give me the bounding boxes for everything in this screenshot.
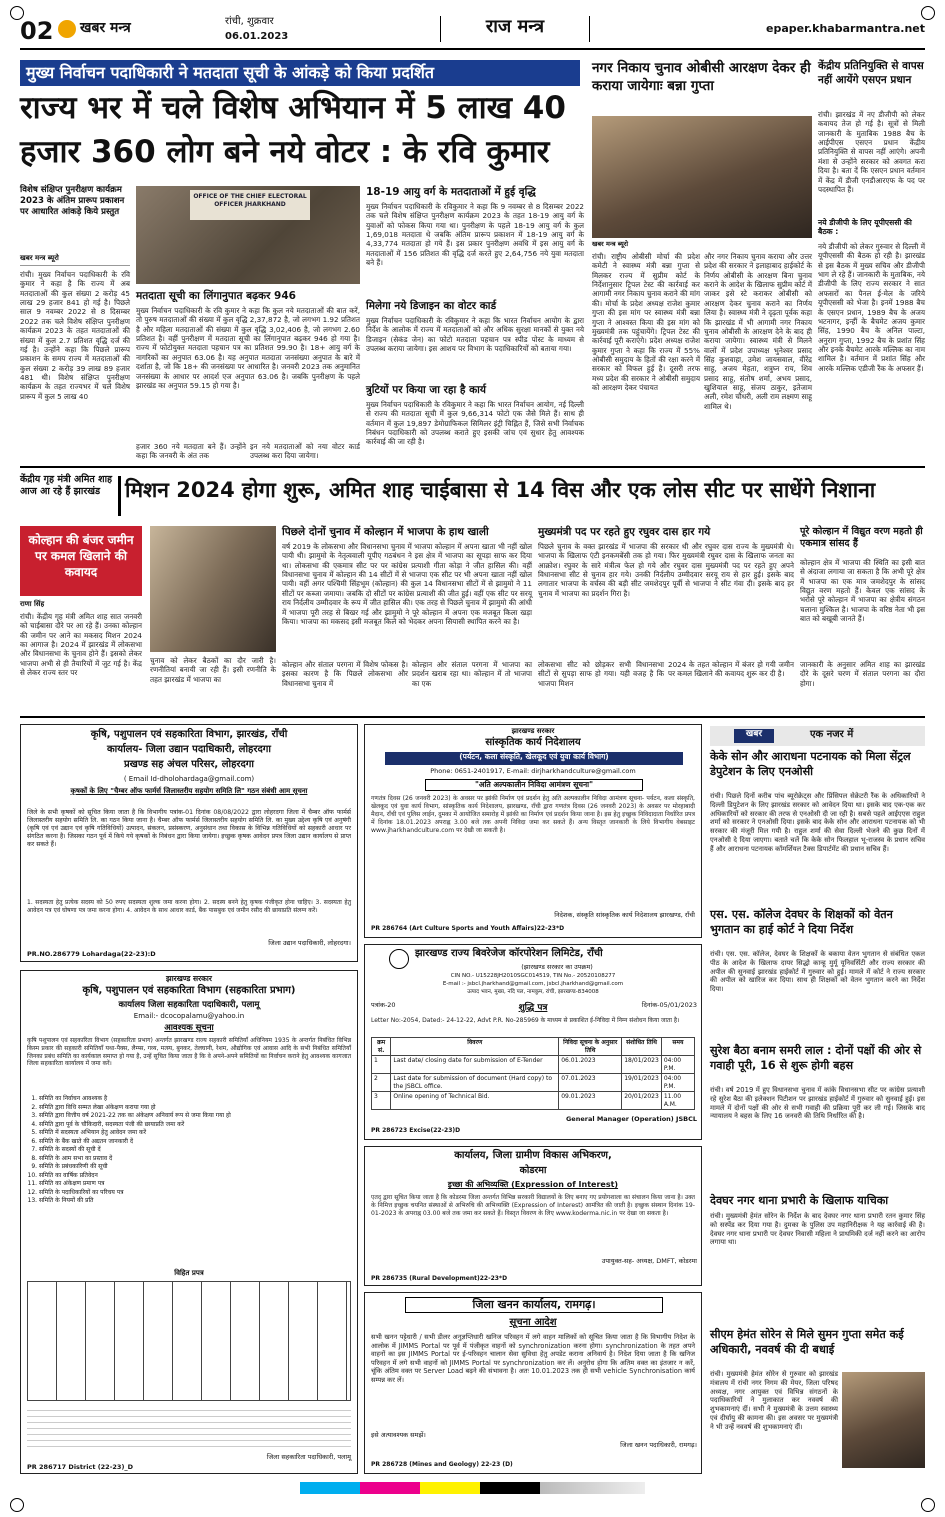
ad-palamu	[20, 970, 358, 1474]
ad-form-title: विहित प्रपत्र	[174, 1269, 204, 1277]
registration-mark	[921, 1498, 935, 1512]
cell-sl: 3	[372, 1092, 391, 1110]
shah-body-2: चुनाव को लेकर बैठकों का दौर जारी है। रणनीतियां बनायी जा रही हैं। इसी रणनीति के तहत झारखंड में भाजपा का	[150, 656, 276, 684]
ad-signer: निदेशक, संस्कृति सांस्कृतिक कार्य निदेशालय झारखण्ड, राँची	[554, 911, 695, 919]
ad-signer: जिला सहकारिता पदाधिकारी, पलामू	[266, 1453, 351, 1461]
list-item: 4. समिति द्वारा पूर्व के चौकिदारी, सदस्यता पंजी की छायाप्रति जमा करें	[39, 1121, 351, 1130]
section-label: एक नजर में	[810, 729, 854, 740]
shah-body-5: कोल्हान क्षेत्र में भाजपा की स्थिति का इसी बात से अंदाजा लगाया जा सकता है कि अभी पूरे क्षेत्र में भाजपा का एक मात्र जमशेदपुर के सांसद विद्युत वरण महतो हैं। केवल एक सांसद के भरोसे पूरे कोल्हान में भाजपा का क्षेत्रीय संगठन चलाना मुश्किल है। भाजपा के वरिष्ठ नेता भी इस बात को बखूबी जानते हैं।	[800, 558, 925, 624]
obc-headline: नगर निकाय चुनाव ओबीसी आरक्षण देकर ही कराया जायेगाः बन्ना गुप्ता	[592, 60, 811, 94]
brand-name: खबर मन्त्र	[80, 20, 131, 36]
ad-ref: Letter No:-2054, Dated:- 24-12-22, Advt P.R. No-285969 के माध्यम से प्रकाशित ई-निविदा में निम्न संशोधन किया जाता है।	[371, 1017, 680, 1024]
corrigendum-table	[371, 1037, 695, 1110]
news-body: रांची। वर्ष 2019 में हुए विधानसभा चुनाव में कांके विधानसभा सीट पर कांग्रेस प्रत्याशी रहे सुरेश बैठा की इलेक्शन पिटीशन पर झारखंड हाईकोर्ट में गुरुवार को सुनवाई हुई। इस मामले में दोनों पक्षों की ओर से सभी गवाही की प्रक्रिया पूरी कर ली गई। जिसके बाद न्यायालय ने बहस के लिए 16 जनवरी की तिथि निर्धारित की है।	[710, 1086, 925, 1121]
table-row	[372, 1056, 695, 1074]
news-headline: केके सोन और आराधना पटनायक को मिला सेंट्रल डेपुटेशन के लिए एनओसी	[710, 750, 911, 778]
ad-address: उत्पाद भवन, मुख्य, नदि पल, नामकुम, रांची, झारखण्ड-834008	[467, 989, 599, 995]
cell-new-date: 20/01/2023	[622, 1092, 662, 1110]
ad-form-table	[27, 1281, 351, 1401]
cell-new-date: 19/01/2023	[622, 1074, 662, 1092]
ad-lohardaga	[20, 724, 358, 962]
ad-notice: शुद्धि पत्र	[518, 1003, 548, 1013]
news-body: रांची। एस. एस. कॉलेज, देवघर के शिक्षकों के बकाया वेतन भुगतान से संबंधित एकल पीठ के आदेश के खिलाफ दायर सिद्धो कान्हू मुर्मू यूनिवर्सिटी और राज्य सरकार की अपील की सुनवाई झारखंड हाईकोर्ट में गुरुवार को हुई। मामले में कोर्ट ने राज्य सरकार की अपील को खारिज कर दिया। साथ ही शिक्षकों को वेतन भुगतान करने का निर्देश दिया।	[710, 950, 925, 994]
ad-title: सूचना आदेश	[509, 1317, 557, 1328]
page-number: 02	[20, 17, 54, 45]
list-item: 5. समिति में सदस्यता अभियान हेतु आवेदन जमा करें	[39, 1129, 351, 1138]
cell-time: 04:00 P.M.	[661, 1056, 694, 1074]
ad-date: दिनांक-05/01/2023	[641, 1001, 697, 1009]
obc-byline: खबर मन्त्र ब्यूरो	[592, 240, 629, 248]
photo-banner: OFFICE OF THE CHIEF ELECTORAL OFFICER JHARKHAND	[190, 190, 310, 220]
cell-event: Online opening of Technical Bid.	[391, 1092, 559, 1110]
section-title: राज मन्त्र	[440, 16, 590, 42]
lead-sub-sex-ratio: मतदाता सूची का लिंगानुपात बढ़कर 946	[136, 290, 296, 302]
ad-signer: General Manager (Operation) JSBCL	[565, 1115, 697, 1123]
ad-dept: कृषि, पशुपालन एवं सहकारिता विभाग (सहकारिता प्रभाग)	[82, 985, 296, 996]
issue-date: 06.01.2023	[225, 31, 289, 42]
central-sub: नये डीजीपी के लिए यूपीएससी की बैठक :	[818, 218, 912, 237]
ad-title: "अति अल्पकालीन निविदा आमंत्रण सूचना"	[425, 779, 643, 791]
ad-pr: PR 286728 (Mines and Geology) 22-23 (D)	[371, 1461, 513, 1468]
ad-place: कोडरमा	[519, 1165, 547, 1176]
news-headline: एस. एस. कॉलेज देवघर के शिक्षकों को वेतन भुगतान का हाई कोर्ट ने दिया निर्देश	[710, 908, 893, 936]
cell-sl: 1	[372, 1056, 391, 1074]
ad-mines	[364, 1292, 702, 1474]
list-item: 3. समिति द्वारा वित्तीय वर्ष 2021-22 तक का अंकेक्षण अनिवार्य रूप से जमा किया गया हो	[39, 1112, 351, 1121]
shah-body-3: वर्ष 2019 के लोकसभा और विधानसभा चुनाव में भाजपा कोल्हान में अपना खाता भी नहीं खोल पायी थी। झामुमो के नेतृत्ववाली यूपीए गठबंधन ने इस क्षेत्र में भाजपा का सूपड़ा साफ कर दिया था। लोकसभा की एकमात्र सीट पर पर कांग्रेस प्रत्याशी गीता कोड़ा ने जीत हासिल की। वहीं विधानसभा चुनाव में कोल्हान की 14 सीटों में से भाजपा एक सीट पर भी अपना खाता नहीं खोल पायी। वहीं अगर पश्चिमी सिंहभूम (कोल्हान) की कुल 14 विधानसभा सीटों में से झामुमो ने 11 सीटों पर कब्जा जमाया। जबकि दो सीटों पर कांग्रेस प्रत्याशी की जीत हुई। वहीं एक सीट पर सरयू राय निर्दलीय उम्मीदवार के रूप में जीत हासिल की। एक तरह से पिछले चुनाव में झामुमो की आंधी में भाजपा पूरी तरह से बिखर गई और झामुमो ने पूरे कोल्हान में अपना एक मजबूत किला खड़ा किया। भाजपा का मकसद इसी मजबूत किले को भेदकर अपना सियासी स्थापित करने का है।	[282, 542, 532, 626]
ad-phone: Phone: 0651-2401917, E-mail: dirjharkhandculture@gmail.com	[430, 767, 636, 775]
city-day: रांची, शुक्रवार	[225, 16, 274, 27]
list-item: 6. समिति के बैंक खाते की अद्यतन जानकारी दें	[39, 1138, 351, 1147]
shah-tag: केंद्रीय गृह मंत्री अमित शाह आज आ रहे हैं झारखंड	[20, 474, 113, 498]
ad-rural	[364, 1146, 702, 1286]
ad-cin: CIN NO.- U15228JH2010SGC014519, TIN No.- 20520108277	[450, 973, 616, 979]
ad-signer: जिला खनन पदाधिकारी, रामगढ़।	[620, 1441, 697, 1449]
news-body: रांची। मुख्यमंत्री हेमंत सोरेन के निर्देश के बाद देवघर नगर थाना प्रभारी रतन कुमार सिंह को सस्पेंड कर दिया गया है। दुमका के पुलिस उप महानिरीक्षक ने यह कार्रवाई की है। देवघर नगर थाना प्रभारी पर देवघर निवासी महिला ने प्राथमिकी दर्ज नहीं करने का आरोप लगाया था।	[710, 1212, 925, 1247]
th-sl: क्रम सं.	[372, 1038, 391, 1056]
lead-body-6: मुख्य निर्वाचन पदाधिकारी के रविकुमार ने कहा कि भारत निर्वाचन आयोग के द्वारा निर्देश के आलोक में राज्य में मतदाताओं को और अधिक सुरक्षा मानकों से युक्त नये डिजाइन (सेकंड जेन) का फोटो मतदाता पहचान पत्र स्पीड पोस्ट के माध्यम से उपलब्ध कराया जायेगा। इस आशय पर विभाग के पदाधिकारियों को बताया गया।	[366, 316, 584, 354]
masthead	[20, 12, 925, 50]
th-time: समय	[661, 1038, 694, 1056]
cm-meeting-photo	[842, 1372, 925, 1468]
section-divider	[20, 466, 925, 468]
ad-email: Email:- dcocopalamu@yahoo.in	[133, 1012, 245, 1020]
cell-time: 11.00 A.M.	[661, 1092, 694, 1110]
lead-sub-errors: त्रुटियों पर किया जा रहा है कार्य	[366, 384, 486, 396]
ad-item-list	[39, 1095, 351, 1265]
brand-logo-icon	[58, 20, 76, 38]
ad-signer: उपायुक्त-सह- अध्यक्ष, DMFT, कोडरमा	[601, 1257, 697, 1265]
cell-sl: 2	[372, 1074, 391, 1092]
shah-body-1: रांची। केंद्रीय गृह मंत्री अमित शाह सात जनवरी को चाईबासा दौरे पर आ रहे हैं। उनका कोल्हान की जमीन पर आने का मकसद मिशन 2024 का आगाज है। 2024 में झारखंड में लोकसभा और विधानसभा के चुनाव होने हैं। इसको लेकर भाजपा अभी से ही तैयारियों में जुट गई है। केंद्र से लेकर राज्य स्तर पर	[20, 612, 142, 678]
th-new-date: संशोधित तिथि	[622, 1038, 662, 1056]
ad-office: कार्यालय, जिला ग्रामीण विकास अभिकरण,	[454, 1150, 612, 1161]
lead-sub-youth: 18-19 आयु वर्ग के मतदाताओं में हुई वृद्धि	[366, 186, 536, 198]
cell-new-date: 18/01/2023	[622, 1056, 662, 1074]
table-row	[372, 1092, 695, 1110]
section-divider	[20, 716, 925, 718]
lead-body-1: रांची। मुख्य निर्वाचन पदाधिकारी के रवि कुमार ने कहा है कि राज्य में अब मतदाताओं की कुल संख्या 2 करोड़ 45 लाख 29 हजार 841 हो गई है। पिछले साल 9 नवम्बर 2022 से 8 दिसम्बर 2022 तक चले विशेष संक्षिप्त पुनरीक्षण कार्यक्रम 2023 के तहत मतदाताओं की संख्या में कुल 2.7 प्रतिशत वृद्धि दर्ज की गई है। उन्होंने कहा कि पिछले प्रारूप प्रकाशन के समय राज्य में मतदाताओं की कुल संख्या 2 करोड़ 39 लाख 89 हजार 481 थी। विशेष संक्षिप्त पुनरीक्षण कार्यक्रम के तहत राज्यभर में चले विशेष प्रारूप में कुल 5 लाख 40	[20, 270, 130, 401]
news-body: रांची। मुख्यमंत्री हेमंत सोरेन से गुरुवार को झारखंड मंत्रालय में रांची नगर निगम की मेयर, जिला परिषद अध्यक्ष, नगर आयुक्त एवं विभिन्न संगठनों के पदाधिकारियों ने मुलाकात कर नववर्ष की शुभकामनाएं दीं। सभी ने मुख्यमंत्री के उत्तम स्वास्थ्य एवं दीर्घायु की कामना की। इस अवसर पर मुख्यमंत्री ने भी उन्हें नववर्ष की शुभकामनाएं दीं।	[710, 1370, 838, 1431]
shah-body-10: जानकारी के अनुसार अमित शाह का झारखंड दौरे के दूसरे चरण में संताल परगना का दौरा होगा।	[800, 660, 925, 688]
ad-pr: PR 286717 District (22-23)_D	[27, 1463, 134, 1471]
list-item: 13. समिति के नियमों की प्रति	[39, 1197, 351, 1206]
kolhan-banner: कोल्हान की बंजर जमीन पर कमल खिलाने की कवायद	[20, 526, 142, 596]
lead-body-3: हजार 360 नये मतदाता बने हैं। उन्होंने कहा कि जनवरी के अंत तक	[136, 442, 246, 461]
ad-fine-print	[27, 1405, 351, 1449]
ad-beverages	[364, 944, 702, 1140]
ad-office: कार्यालय- जिला उद्यान पदाधिकारी, लोहरदगा	[107, 744, 271, 755]
ad-office: कार्यालय जिला सहकारिता पदाधिकारी, पलामू	[118, 1000, 260, 1010]
ad-note: इसे अत्यावश्यक समझें।	[371, 1431, 426, 1439]
ek-nazar-header	[710, 726, 925, 746]
ad-pr: PR 286723 Excise(22-23)D	[371, 1127, 461, 1134]
color-calibration-bar	[300, 1482, 645, 1494]
shah-sub-mp: पूरे कोल्हान में विद्युत वरण महतो ही एकमात्र सांसद हैं	[800, 526, 923, 550]
ad-gov: झारखण्ड सरकार	[166, 974, 212, 983]
ad-culture	[364, 724, 702, 938]
shah-headline: मिशन 2024 होगा शुरू, अमित शाह चाईबासा से 14 विस और एक लोस सीट पर साधेंगे निशाना	[118, 476, 923, 516]
ad-title: झारखण्ड राज्य बिवरेजेज कॉरपोरेशन लिमिटेड, राँची	[415, 948, 603, 959]
ad-sub: (पर्यटन, कला संस्कृति, खेलकूद एवं युवा कार्य विभाग)	[385, 752, 683, 765]
ad-address: प्रखण्ड सह अंचल परिसर, लोहरदगा	[123, 759, 255, 770]
ad-body: कृषि पशुपालन एवं सहकारिता विभाग (सहकारिता प्रभाग) अन्तर्गत झारखण्ड राज्य सहकारी समितियाँ अधिनियम 1935 के अन्तर्गत निबंधित विभिन्न किस्म प्रकार की सहकारी समितियाँ यथा-पैक्स, लैम्प्स, गव्य, मत्स्य, बुनकर, तेलघानी, रेशम, औद्योगिक एवं आवास आदि के सभी निबंधित समितियाँ जिनका प्रबंध समिति का कार्यकाल समाप्त हो गया है, उन्हें सूचित किया जाता है कि वे अपने-अपने समितियों का निर्वाचन कराने हेतु आवश्यक कागजात जिला सहकारिता कार्यालय में जमा करें।	[27, 1037, 351, 1068]
news-headline: सुरेश बैठा बनाम समरी लाल : दोनों पक्षों की ओर से गवाही पूरी, 16 से शुरू होगी बहस	[710, 1044, 922, 1072]
ad-dept: कृषि, पशुपालन एवं सहकारिता विभाग, झारखंड, राँची	[90, 729, 288, 740]
ad-letter-no: पत्रांक-20	[371, 1001, 396, 1009]
table-header	[372, 1038, 695, 1056]
list-item: 7. समिति के सदस्यों की सूची दें	[39, 1146, 351, 1155]
list-item: 8. समिति के आम सभा का प्रस्ताव दें	[39, 1155, 351, 1164]
ad-office: जिला खनन कार्यालय, रामगढ़।	[405, 1297, 663, 1313]
ad-sub: (झारखण्ड सरकार का उपक्रम)	[521, 963, 593, 971]
obc-body-2: और नगर निकाय चुनाव कराया और उत्तर प्रदेश की सरकार ने इलाहाबाद हाईकोर्ट के निर्णय ओबीसी के आरक्षण बिना चुनाव कराने के आदेश के खिलाफ सुप्रीम कोर्ट में जाकर इसे स्टे कराकर ओबीसी को आरक्षण देकर चुनाव कराने का निर्णय लिया है। स्वास्थ्य मंत्री ने दृढ़ता पूर्वक कहा कि झारखंड में भी आगामी नगर निकाय चुनाव ओबीसी के आरक्षण देने के बाद ही कराया जायेगा। स्वास्थ्य मंत्री से मिलने वालों में प्रदेश उपाध्यक्ष भुनेश्वर प्रसाद सिंह कुशवाहा, उमेश जायसवाल, वीरेंद्र साहू, अजय मेहता, शत्रुघ्न राय, शिव प्रसाद साहू, संतोष शर्मा, अभय प्रसाद, खुशियाल साहू, संजय ठाकुर, इतेजाम अली, रमेश चौधरी, अली राम लक्ष्मण साहू शामिल थे।	[704, 252, 812, 411]
shah-body-6: कोल्हान और संताल परगना में विशेष फोकस है। इसका कारण है कि पिछले लोकसभा और विधानसभा चुनाव में	[282, 660, 408, 688]
ad-title: आवश्यक सूचना	[164, 1023, 214, 1033]
shah-sub-raghubar: मुख्यमंत्री पद पर रहते हुए रघुवर दास हार गये	[538, 526, 711, 538]
ad-notes: 1. सदस्यता हेतु प्रत्येक सदस्य को 50 रुपए सदस्यता शुल्क जमा करना होगा। 2. सदस्य बनने हेतु कृषक पंजीकृत होना चाहिए। 3. सदस्यता हेतु आवेदन पत्र एवं घोषणा पत्र जमा करना होगा। 4. आवेदन के साथ आधार कार्ड, बैंक पासबुक एवं जमीन रसीद की छायाप्रति संलग्न करें।	[27, 899, 351, 914]
shah-photo	[150, 526, 276, 652]
news-body: रांची। पिछले दिनों करीब पांच ब्यूरोक्रेट्स और प्रिंसिपल सेक्रेटरी रैंक के अधिकारियों ने दिल्ली डिपुटेशन के लिए झारखंड सरकार को आवेदन दिया था। इसके बाद एक-एक कर अधिकारियों को सरकार की तरफ से एनओसी दी जा रही है। सबसे पहले आईएएस राहुल शर्मा को सरकार ने एनओसी दिया। इसके बाद केके सोन और आराधना पटनायक को भी सरकार की मंजूरी मिल गयी है। राहुल शर्मा की सेवा दिल्ली भेजने की कुछ दिनों में एनओसी दे दिया जाएगा। बताते चलें कि केके सोन फिलहाल भू-राजस्व के प्रधान सचिव हैं और आराधना पटनायक कॉमर्शियल टैक्स डिपार्टमेंट की प्रधान सचिव हैं।	[710, 792, 925, 853]
epaper-url[interactable]: epaper.khabarmantra.net	[766, 22, 925, 35]
shah-body-4: पिछले चुनाव के वक्त झारखंड में भाजपा की सरकार थी और रघुवर दास राज्य के मुख्यमंत्री थे। भाजपा के खिलाफ एंटी इनकमबेंसी तक हो गया। फिर मुख्यमंत्री रघुवर दास के खिलाफ जनता का आक्रोश। रघुवर के सारे मंत्रीत्व फेल हो गये और रघुवर दास मुख्यमंत्री पद पर रहते हुए अपने विधानसभा सीट से चुनाव हार गये। उनकी निर्दलीय उम्मीदवार सरयू राय से हार हुई। इसके बाद लगातार भाजपा के वर्चस्व की बड़ी सीट जमशेदपुर पूर्वी से भाजपा ने सीट गंवा दी। इसके बाद हर चुनाव में भाजपा का प्रदर्शन गिरा है।	[538, 542, 794, 598]
registration-mark	[10, 1498, 24, 1512]
ad-body: जिले के सभी कृषकों को सूचित किया जाता है कि विभागीय पत्रांक-01 दिनांक 08/08/2022 द्वारा लोहरदगा जिला में चैम्बर ऑफ फार्मर्स जिलास्तरीय सहयोग समिति लि. का गठन किया जाना है। चैम्बर ऑफ फार्मर्स जिलास्तरीय सहयोग समिति लि. का मुख्य उद्देश्य कृषि एवं अनुषंगी (कृषि एवं एवं उद्यान एवं कृषि गतिविधियों) उत्पादन, संकलन, प्रसंस्करण, अनुसंधान तथा विकास के विभिन्न गतिविधियों को सहकारी आधार पर संगठित करना है। जिसका गठन पूर्व में किये गये कृषकों के निबंधन द्वारा किया जायेगा। इच्छुक कृषक आवेदन प्रपत्र जिला उद्यान कार्यालय से प्राप्त कर सकते हैं।	[27, 809, 351, 849]
list-item: 11. समिति का अंकेक्षण प्रमाण पत्र	[39, 1180, 351, 1189]
shah-byline: राणा सिंह	[20, 600, 45, 608]
lead-headline-line2: हजार 360 लोग बने नये वोटर : के रवि कुमार	[20, 134, 550, 170]
lead-rule	[20, 178, 585, 179]
lead-body-5: मुख्य निर्वाचन पदाधिकारी के रविकुमार ने कहा कि 9 नवम्बर से 8 दिसम्बर 2022 तक चले विशेष संक्षिप्त पुनरीक्षण कार्यक्रम 2023 के तहत 18-19 आयु वर्ग के युवाओं को फोकस किया गया था। पुनरीक्षण के पहले 18-19 आयु वर्ग के कुल 1,69,018 मतदाता थे जबकि अंतिम प्रारूप प्रकाशन में 18-19 आयु वर्ग के 4,33,774 मतदाता हो गये हैं। इस प्रकार पुनरीक्षण अवधि में इस आयु वर्ग के मतदाताओं में 156 प्रतिशत की वृद्धि दर्ज करते हुए 2,64,756 नये युवा मतदाता बने हैं।	[366, 202, 584, 268]
cell-old-date: 09.01.2023	[559, 1092, 622, 1110]
ad-body: एतद् द्वारा सूचित किया जाता है कि कोडरमा जिला अन्तर्गत विभिन्न सरकारी विद्यालयों के लिए बनाए गए प्रयोगशाला का संचालन किया जाना है। उक्त के निमित्त इच्छुक चयनित संस्थाओं से अभिरुचि की अभिव्यक्ति (Expression of Interest) आमंत्रित की जाती है। इच्छुक संस्थान दिनांक 19-01-2023 के अपराह्न 03.00 बजे तक जमा कर सकते हैं। विस्तृत विवरण के लिए www.koderma.nic.in पर देखा जा सकता है।	[371, 1194, 695, 1217]
lead-headline-line1: राज्य भर में चले विशेष अभियान में 5 लाख 40	[20, 90, 566, 126]
obc-photo	[592, 116, 812, 238]
cell-old-date: 06.01.2023	[559, 1056, 622, 1074]
shah-body-8: लोकसभा सीट को छोड़कर सभी विधानसभा सीटों से सुपड़ा साफ हो गया। यही वजह है कि भाजपा मिशन	[538, 660, 664, 688]
ad-signer: जिला उद्यान पदाधिकारी, लोहरदगा।	[268, 939, 351, 947]
shah-body-9: 2024 के तहत कोल्हान में बंजर हो गयी जमीन पर कमल खिलाने की कवायद शुरू कर दी है।	[668, 660, 794, 679]
ad-pr: PR.NO.286779 Lohardaga(22-23):D	[27, 950, 156, 958]
cell-event: Last date/ closing date for submission of E-Tender	[391, 1056, 559, 1074]
ad-gov: झारखण्ड सरकार	[511, 727, 555, 735]
lead-summary: विशेष संक्षिप्त पुनरीक्षण कार्यक्रम 2023 के अंतिम प्रारूप प्रकाशन पर आधारित आंकड़े किये प्रस्तुत	[20, 185, 125, 218]
ad-title: इच्छा की अभिव्यक्ति (Expression of Interest)	[447, 1180, 619, 1189]
ad-pr: PR 286735 (Rural Development)22-23*D	[371, 1275, 508, 1282]
th-event: विवरण	[391, 1038, 559, 1056]
list-item: 1. समिति का निर्वाचन आवश्यक है	[39, 1095, 351, 1104]
list-item: 2. समिति द्वारा विधि सम्मत लेखा अंकेक्षण कराया गया हो	[39, 1104, 351, 1113]
lead-kicker: मुख्य निर्वाचन पदाधिकारी ने मतदाता सूची के आंकड़े को किया प्रदर्शित	[20, 60, 580, 86]
jsbcl-logo-icon	[389, 949, 409, 969]
news-headline: देवघर नगर थाना प्रभारी के खिलाफ याचिका	[710, 1194, 889, 1207]
ad-pr: PR 286764 (Art Culture Sports and Youth Affairs)22-23*D	[371, 925, 565, 932]
lead-photo	[136, 186, 360, 284]
news-headline: सीएम हेमंत सोरेन से मिले सुमन गुप्ता समेत कई अधिकारी, नववर्ष की दी बधाई	[710, 1328, 904, 1356]
lead-byline: खबर मन्त्र ब्यूरो	[20, 254, 130, 266]
list-item: 10. समिति का वार्षिक प्रतिवेदन	[39, 1172, 351, 1181]
central-body-1: रांची। झारखंड में नए डीजीपी को लेकर कवायद तेज हो गई है। सूत्रों से मिली जानकारी के मुताबिक 1988 बैच के आईपीएस एसएन प्रधान केंद्रीय प्रतिनियुक्ति से वापस नहीं आएंगे। अपनी मंशा से उन्होंने सरकार को अवगत करा दिया है। बता दें कि एसएन प्रधान वर्तमान में केंद्र में डीजी एनडीआरएफ के पद पर पदस्थापित हैं।	[818, 110, 925, 194]
th-old-date: निविदा सूचना के अनुसार तिथि	[559, 1038, 622, 1056]
cell-time: 04:00 P.M.	[661, 1074, 694, 1092]
ad-body: सभी खनन पट्टेधारी / सभी डीलर अनुज्ञप्तिधारी खनिज परिवहन में लगे वाहन मालिकों को सूचित किया जाता है कि विभागीय निदेश के आलोक में JIMMS Portal पर पूर्व में पंजीकृत वाहनों को synchronization करना होगा। synchronization के तहत अपने वाहनों का इस JIMMS Portal पर ई-परिवहन चालान सेवा सुविधा हेतु अपडेट कराना अनिवार्य है। निदेश दिया जाता है कि खनिज परिवहन में लगे सभी वाहनों को JIMMS Portal पर synchronization कर लें। अनुरोध होगा कि अतिम वक्त का इंतजार न करें, चूंकि अंतिम वक्त पर Server Load बढ़ने की संभावना है। अतः 10.01.2023 तक ही सभी vehicle Synchronisation कार्य सम्पन्न कर लें।	[371, 1333, 695, 1384]
shah-body-7: कोल्हान और संताल परगना में भाजपा का प्रदर्शन खराब रहा था। कोल्हान में तो भाजपा का एक	[412, 660, 532, 688]
list-item: 9. समिति के प्रबंधकारिणी की सूची	[39, 1163, 351, 1172]
lead-sub-voter-card: मिलेगा नये डिजाइन का वोटर कार्ड	[366, 300, 497, 312]
ad-subject: कृषकों के लिए "चैम्बर ऑफ फार्मर्स जिलास्तरीय सहयोग समिति लि" गठन संबंधी आम सूचना	[70, 787, 308, 795]
central-body-2: नये डीजीपी को लेकर गुरुवार से दिल्ली में यूपीएससी की बैठक हो रही है। झारखंड से इस बैठक में मुख्य सचिव और डीजीपी भाग ले रहे हैं। जानकारी के मुताबिक, नये डीजीपी के लिए राज्य सरकार ने सात अफसरों का पैनल ई-मेल के जरिये यूपीएससी को भेजा है। इनमें 1988 बैच के एसएन प्रधान, 1989 बैच के अजय भटनागर, इन्हीं के बैचमेट अजय कुमार सिंह, 1990 बैच के अनिल पाल्टा, अनुराग गुप्ता, 1992 बैच के प्रशांत सिंह और इनके बैचमेट आरके मल्लिक का नाम शामिल है। वर्तमान में प्रशांत सिंह और आरके मल्लिक एडीजी रैंक के अफसर हैं।	[818, 242, 925, 373]
cell-old-date: 07.01.2023	[559, 1074, 622, 1092]
lead-body-2: मुख्य निर्वाचन पदाधिकारी के रवि कुमार ने कहा कि कुल नये मतदाताओं की बात करें, तो पुरुष मतदाताओं की संख्या में कुल वृद्धि 2,37,872 है, जो लगभग 1.92 प्रतिशत है और महिला मतदाताओं की संख्या में कुल वृद्धि 3,02,406 है, जो लगभग 2.60 प्रतिशत है। वहीं पुनरीक्षण में मतदाता सूची का लिंगानुपात बढ़कर 946 हो गया है। राज्य में फोटोयुक्त मतदाता पहचान पत्र का प्रतिशत 99.90 है। 18+ आयु वर्ग के नागरिकों का अनुपात 63.06 है। यह अनुपात मतदाता जनसंख्या अनुपात के बारे में दर्शाता है, जो कि 18+ की जनसंख्या पर आधारित है। जनवरी 2023 तक अनुमानित जनसंख्या के आधार पर आदर्श एज अनुपात 63.06 है। जबकि पुनरीक्षण के पहले झारखंड का अनुपात 59.15 हो गया है।	[136, 306, 360, 390]
list-item: 12. समिति के पदाधिकारियों का परिचय पत्र	[39, 1189, 351, 1198]
lead-body-4: इन नये मतदाताओं को नया वोटर कार्ड उपलब्ध करा दिया जायेगा।	[250, 442, 360, 461]
ad-email: E-mail :- jsbcl.jharkhand@gmail.com, jsbcl.jharkhand@gmail.com	[442, 981, 624, 987]
cell-event: Last date for submission of document (Hard copy) to the JSBCL office.	[391, 1074, 559, 1092]
lead-body-7: मुख्य निर्वाचन पदाधिकारी के रविकुमार ने कहा कि भारत निर्वाचन आयोग, नई दिल्ली से राज्य की मतदाता सूची में कुल 9,66,314 फोटो एक जैसे मिले हैं। साथ ही वर्तमान में कुल 19,897 डेमोग्राफिकल सिमिलर इंट्री चिह्नित हैं, जिसे सभी निर्वाचक निबंधन पदाधिकारी को उपलब्ध कराते हुए इसकी जांच एवं सुधार हेतु आवश्यक कार्रवाई की जा रही है।	[366, 400, 584, 447]
ad-dept: सांस्कृतिक कार्य निदेशालय	[485, 737, 581, 748]
ad-email: ( Email Id-dholohardaga@gmail.com)	[123, 775, 255, 783]
ad-body: गणतंत्र दिवस (26 जनवरी 2023) के अवसर पर झांकी निर्माण एवं प्रदर्शन हेतु अति अल्पकालीन निविदा आमंत्रण सूचना- पर्यटन, कला संस्कृति, खेलकूद एवं युवा कार्य विभाग, सांस्कृतिक कार्य निदेशालय, झारखण्ड, राँची द्वारा गणतंत्र दिवस (26 जनवरी 2023) के अवसर पर मोरहाबादी मैदान, राँची एवं पुलिस लाईन, दुमका में आयोजित समारोह में झांकी का निर्माण एवं प्रदर्शन किया जाना है। इस हेतु इच्छुक निविदादाता निर्धारित प्रपत्र में दिनांक 18.01.2023 अपराह्न 3.00 बजे तक अपनी निविदा जमा कर सकते हैं। अन्य विस्तृत जानकारी के लिये विभागीय वेबसाइट www.jharkhandculture.com पर देखी जा सकती है।	[371, 795, 695, 834]
obc-body-1: रांची। राष्ट्रीय ओबीसी मोर्चा की प्रदेश कमेटी ने स्वास्थ्य मंत्री बन्ना गुप्ता से मिलकर राज्य में सुप्रीम कोर्ट के निर्देशानुसार ट्रिपल टेस्ट की कार्रवाई कर आगामी नगर निकाय चुनाव कराने की मांग की। मोर्चा के प्रदेश अध्यक्ष राजेश कुमार गुप्ता की इस मांग पर स्वास्थ्य मंत्री बन्ना गुप्ता ने आश्वस्त किया की इस मांग को मुख्यमंत्री तक पहुंचायेंगे। ट्रिपल टेस्ट की कार्रवाई पूरी कराएंगे। प्रदेश अध्यक्ष राजेश कुमार गुप्ता ने कहा कि राज्य में 55% ओबीसी समुदाय के हितों की रक्षा करने में सरकार को विफल हुई है। दूसरी तरफ मध्य प्रदेश की सरकार ने ओबीसी समुदाय को आरक्षण देकर पंचायत	[592, 252, 700, 393]
khabar-badge: खबर	[734, 729, 774, 743]
table-row	[372, 1074, 695, 1092]
shah-sub-kolhan: पिछले दोनों चुनाव में कोल्हान में भाजपा के हाथ खाली	[282, 526, 489, 538]
central-headline: केंद्रीय प्रतिनियुक्ति से वापस नहीं आयेंगे एसएन प्रधान	[818, 60, 924, 86]
